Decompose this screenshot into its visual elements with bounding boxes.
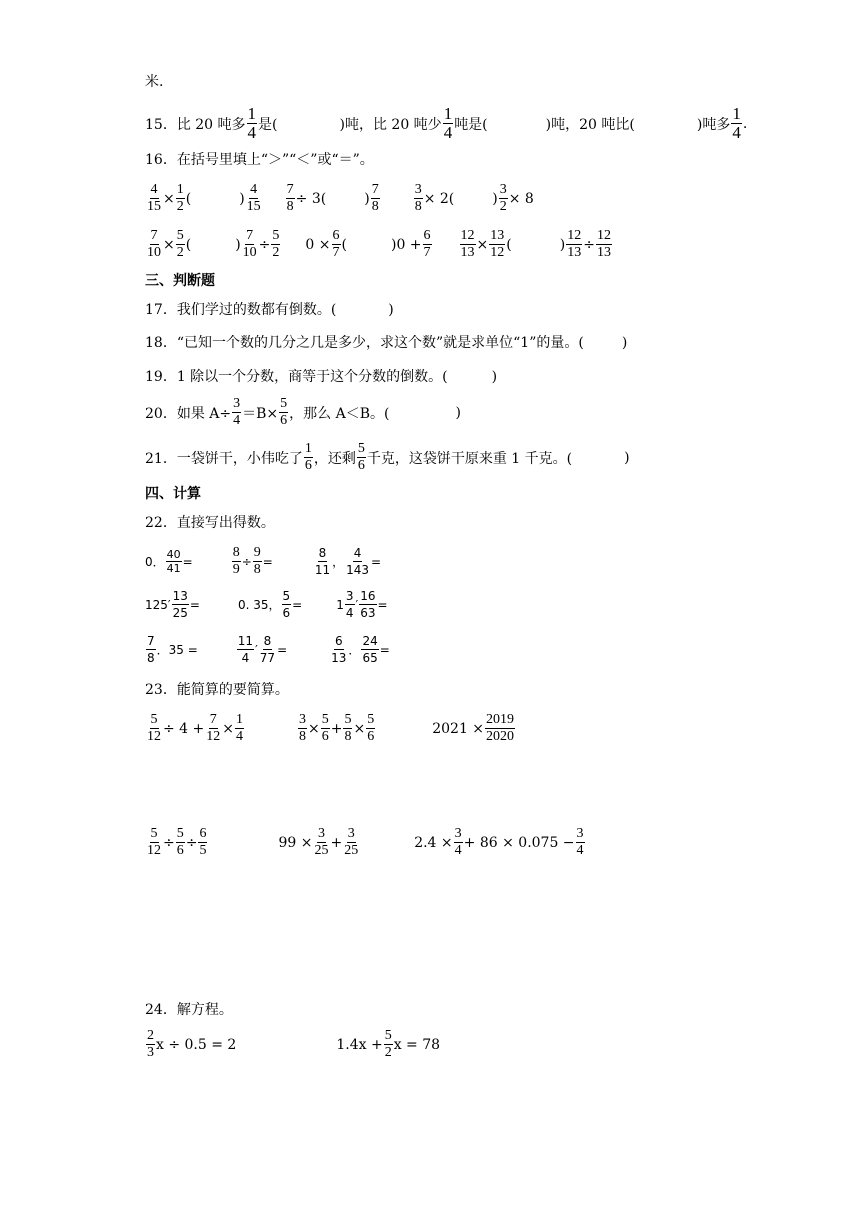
text-segment: + [330, 720, 343, 737]
fraction-denominator: 13 [596, 245, 611, 260]
text-segment: ( [341, 236, 347, 253]
fraction-denominator: 11 [314, 563, 331, 577]
fraction-numerator: 5 [280, 396, 288, 411]
text-segment: 0 + [396, 236, 422, 253]
fraction-denominator: 65 [362, 651, 378, 665]
fraction-numerator: 2019 [486, 712, 515, 727]
text-segment: )吨，20 吨比( [545, 116, 635, 133]
fraction-numerator: 1 [236, 712, 244, 727]
fraction-numerator: 40 [166, 548, 181, 561]
fraction-numerator: 1 [732, 104, 741, 123]
fraction [357, 441, 366, 474]
fraction-numerator: 7 [371, 182, 379, 197]
text-segment: x ÷ 0.5 = 2 [156, 1036, 237, 1053]
fraction-numerator: 12 [596, 228, 611, 243]
fraction-denominator: 4 [236, 729, 244, 744]
text-segment: ÷ [163, 834, 175, 851]
question-23-row-2 [145, 826, 586, 859]
fraction-denominator: 77 [259, 651, 276, 665]
fraction [146, 1028, 155, 1061]
fraction-numerator: 5 [367, 712, 375, 727]
text-segment: = [182, 554, 193, 569]
question-22-row-1 [145, 545, 381, 578]
text-segment: ÷ 3 [295, 190, 321, 207]
text-segment: 1.4x + [336, 1036, 383, 1053]
text-segment: ÷ [583, 236, 595, 253]
fraction [489, 228, 505, 261]
fraction-denominator: 12 [490, 245, 505, 260]
fraction-numerator: 7 [246, 228, 254, 243]
text-segment: ) [621, 335, 628, 351]
question-22-row-3 [145, 633, 390, 666]
text-segment: ) [239, 190, 245, 207]
text-segment: ． [348, 643, 361, 657]
text-segment: 99 × [278, 834, 313, 851]
text-segment: = [189, 597, 200, 612]
fraction [566, 228, 582, 261]
fraction [146, 712, 162, 745]
fraction-numerator: 3 [499, 182, 507, 197]
fraction-numerator: 7 [147, 634, 155, 648]
text-segment: × 8 [508, 190, 534, 207]
fraction-numerator: 12 [460, 228, 475, 243]
fraction [166, 548, 182, 575]
fraction [176, 182, 185, 215]
text-segment: ， [332, 555, 345, 569]
fraction-numerator: 1 [247, 104, 257, 123]
fraction-numerator: 9 [253, 545, 261, 560]
fraction-denominator: 12 [147, 843, 161, 858]
fraction-numerator: 5 [321, 712, 329, 727]
fraction [384, 1028, 393, 1061]
fraction [172, 588, 189, 621]
fraction-numerator: 5 [150, 826, 158, 841]
text-segment: × [163, 236, 175, 253]
fraction-denominator: 4 [241, 651, 250, 665]
fraction [146, 633, 156, 666]
text-segment: 千克，这袋饼干原来重 1 千克。( [366, 450, 573, 467]
fraction [371, 182, 380, 215]
fraction [205, 712, 221, 745]
text-segment: ( [448, 190, 455, 207]
fraction-denominator: 143 [346, 563, 370, 577]
fraction-numerator: 6 [334, 634, 343, 648]
text-segment: 2021 × [432, 720, 485, 737]
fraction-denominator: 7 [332, 245, 340, 260]
question-19 [145, 367, 497, 387]
text-segment: × 2 [423, 190, 449, 207]
fraction-denominator: 63 [360, 606, 376, 620]
text-segment: 0 × [305, 236, 331, 253]
text-segment: 19．1 除以一个分数，商等于这个分数的倒数。( [145, 369, 448, 385]
fraction-denominator: 2 [176, 245, 184, 260]
text-segment: = [292, 597, 303, 612]
fraction-denominator: 12 [206, 729, 221, 744]
fraction-denominator: 2 [272, 245, 280, 260]
fraction-numerator: 1 [443, 104, 453, 123]
text-segment: ′ [355, 597, 359, 612]
text-segment: × [163, 190, 175, 207]
fraction [279, 396, 288, 429]
text-segment: ( [185, 190, 192, 207]
text-segment: 18．“已知一个数的几分之几是多少，求这个数”就是求单位“1”的量。( [145, 335, 584, 351]
text-segment: + 86 × 0.075 − [463, 834, 575, 851]
fraction [321, 712, 330, 745]
question-15 [145, 105, 747, 142]
text-segment: ，还剩 [313, 450, 356, 467]
fraction [366, 712, 375, 745]
fraction [345, 545, 370, 578]
text-segment: = [371, 554, 382, 569]
text-segment: ．35 = [156, 643, 198, 657]
fraction-denominator: 9 [232, 562, 240, 577]
fraction-denominator: 13 [567, 245, 582, 260]
fraction-denominator: 6 [176, 843, 184, 858]
text-segment: ÷ [185, 834, 198, 851]
fraction [271, 228, 280, 261]
fraction-denominator: 6 [280, 413, 288, 428]
text-segment: = [277, 642, 288, 657]
fraction-numerator: 5 [357, 441, 365, 456]
fraction [454, 826, 463, 859]
fraction-numerator: 6 [199, 826, 207, 841]
fraction [282, 588, 292, 621]
fraction-denominator: 8 [344, 729, 352, 744]
fraction [259, 633, 276, 666]
text-segment: × [353, 720, 366, 737]
fraction [232, 396, 241, 429]
section-heading-calculation: 四、计算 [145, 486, 201, 502]
fraction [253, 545, 262, 578]
fraction [176, 228, 185, 261]
fraction [731, 105, 742, 142]
fraction [232, 545, 241, 578]
fraction [313, 826, 329, 859]
fraction-numerator: 3 [299, 712, 307, 727]
fraction-denominator: 6 [321, 729, 329, 744]
text-segment: × [476, 236, 489, 253]
fraction-denominator: 4 [454, 843, 462, 858]
fraction-numerator: 3 [345, 589, 354, 603]
fraction [198, 826, 207, 859]
fraction-denominator: 6 [367, 729, 375, 744]
question-17 [145, 300, 394, 320]
fraction-denominator: 4 [345, 606, 354, 620]
fraction-numerator: 3 [414, 182, 422, 197]
text-segment: ，那么 A＜B。( [289, 405, 390, 422]
fraction-denominator: 13 [460, 245, 475, 260]
text-segment: 17．我们学过的数都有倒数。( [145, 302, 337, 318]
fraction [343, 712, 352, 745]
question-22-row-2 [145, 588, 388, 621]
question-24-title: 24．解方程。 [145, 1002, 233, 1018]
question-16-row-2 [145, 228, 613, 261]
fraction-numerator: 2 [147, 1028, 154, 1043]
fraction-numerator: 5 [384, 1028, 392, 1043]
fraction [361, 633, 378, 666]
text-segment: ÷ [241, 554, 252, 569]
fraction-denominator: 2 [176, 199, 184, 214]
fraction [443, 105, 454, 142]
text-segment: )吨多 [696, 116, 731, 133]
text-segment: ) [455, 404, 461, 421]
fraction-numerator: 3 [576, 826, 584, 841]
fraction-numerator: 7 [209, 712, 217, 727]
fraction [298, 712, 307, 745]
fraction-denominator: 8 [286, 199, 294, 214]
fraction-numerator: 5 [344, 712, 352, 727]
fraction-numerator: 5 [272, 228, 280, 243]
fraction [247, 105, 258, 142]
fraction [242, 228, 258, 261]
question-24-row [145, 1028, 440, 1061]
text-segment: )吨，比 20 吨少 [339, 116, 442, 133]
fraction-numerator: 8 [318, 546, 327, 560]
text-segment: ÷ [258, 236, 271, 253]
fraction-denominator: 4 [732, 123, 741, 142]
fraction-denominator: 8 [414, 199, 422, 214]
text-segment: ( [185, 236, 192, 253]
fraction-numerator: 3 [317, 826, 325, 841]
fraction-numerator: 3 [454, 826, 462, 841]
text-segment: × [308, 720, 320, 737]
fraction-numerator: 13 [490, 228, 505, 243]
text-segment: x = 78 [393, 1036, 441, 1053]
fraction-numerator: 3 [347, 826, 355, 841]
fraction-numerator: 5 [282, 589, 291, 603]
fraction [146, 228, 162, 261]
fraction-numerator: 7 [286, 182, 294, 197]
text-segment: ÷ 4 + [163, 720, 205, 737]
fraction-denominator: 7 [423, 245, 431, 260]
fraction [359, 588, 376, 621]
fraction-denominator: 8 [253, 562, 261, 577]
fraction-denominator: 13 [331, 651, 347, 665]
text-segment: ) [492, 190, 498, 207]
text-segment: . [742, 115, 748, 132]
fraction [286, 182, 295, 215]
fraction-denominator: 4 [576, 843, 584, 858]
fraction-numerator: 4 [150, 182, 158, 197]
fraction-denominator: 25 [344, 843, 359, 858]
fraction-numerator: 1 [304, 441, 312, 456]
text-segment: ＝B× [242, 405, 279, 422]
text-segment: ( [320, 190, 327, 207]
question-23-title: 23．能简算的要简算。 [145, 682, 289, 698]
fraction [343, 826, 359, 859]
fraction-denominator: 5 [199, 843, 207, 858]
fraction-denominator: 4 [247, 123, 257, 142]
fraction [485, 712, 515, 745]
text-segment: 21．一袋饼干，小伟吃了 [145, 450, 303, 467]
fraction-numerator: 5 [176, 228, 184, 243]
text-segment: ) [559, 236, 566, 253]
text-segment: 125′ [145, 597, 171, 612]
text-segment: 1 [336, 597, 344, 612]
fraction [146, 182, 162, 215]
fraction-denominator: 8 [371, 199, 379, 214]
fraction-numerator: 7 [150, 228, 158, 243]
fraction-denominator: 4 [233, 413, 241, 428]
fraction-denominator: 6 [304, 458, 312, 473]
fraction [332, 228, 341, 261]
text-segment: ) [624, 449, 630, 466]
fraction-numerator: 5 [176, 826, 184, 841]
fraction-denominator: 15 [246, 199, 261, 214]
text-segment: ) [388, 302, 394, 318]
text-segment: ) [364, 190, 370, 207]
text-segment: = [377, 597, 388, 612]
text-segment: ) [390, 236, 397, 253]
question-16-row-1 [145, 182, 534, 215]
text-segment: = [379, 642, 390, 657]
fraction [246, 182, 262, 215]
question-20 [145, 396, 461, 429]
fraction-numerator: 8 [263, 634, 272, 648]
text-segment: ) [491, 369, 498, 385]
fraction [330, 633, 347, 666]
text-segment: ′ [255, 642, 258, 657]
fraction-numerator: 24 [362, 634, 378, 648]
text-segment: 2.4 × [414, 834, 453, 851]
text-segment: 吨是( [454, 116, 488, 133]
fraction-numerator: 16 [360, 589, 376, 603]
fraction [596, 228, 612, 261]
question-18 [145, 333, 627, 353]
fraction-denominator: 2 [384, 1045, 392, 1060]
fraction-denominator: 8 [147, 651, 155, 665]
fraction-denominator: 10 [242, 245, 257, 260]
fraction-numerator: 12 [567, 228, 582, 243]
text-segment: 是( [258, 116, 278, 133]
text-segment: + [330, 834, 343, 851]
fraction-denominator: 2 [499, 199, 507, 214]
fraction [423, 228, 432, 261]
fraction [314, 545, 331, 578]
fraction-numerator: 3 [233, 396, 241, 411]
fraction-denominator: 41 [166, 562, 181, 575]
fraction-denominator: 2020 [486, 729, 515, 744]
fraction [576, 826, 585, 859]
fraction-denominator: 25 [172, 606, 188, 620]
fraction-numerator: 11 [237, 634, 254, 648]
fraction-numerator: 1 [176, 182, 184, 197]
question-22-title: 22．直接写出得数。 [145, 515, 275, 531]
text-segment: × [222, 720, 235, 737]
fraction-numerator: 5 [150, 712, 158, 727]
fraction-denominator: 10 [147, 245, 161, 260]
fraction-denominator: 3 [147, 1045, 154, 1060]
fraction [460, 228, 476, 261]
fraction [304, 441, 313, 474]
text-segment: 15．比 20 吨多 [145, 116, 246, 133]
fraction-numerator: 6 [332, 228, 340, 243]
top-fragment: 米. [145, 74, 164, 90]
section-heading-judgment: 三、判断题 [145, 273, 215, 289]
fraction [146, 826, 162, 859]
question-21 [145, 441, 630, 474]
question-23-row-1 [145, 712, 516, 745]
text-segment: = [262, 554, 273, 569]
fraction-numerator: 4 [250, 182, 258, 197]
fraction-denominator: 15 [147, 199, 161, 214]
fraction-denominator: 4 [443, 123, 453, 142]
fraction-denominator: 6 [357, 458, 365, 473]
fraction-denominator: 8 [299, 729, 307, 744]
text-segment: 20．如果 A÷ [145, 405, 232, 422]
fraction [345, 588, 355, 621]
fraction-numerator: 13 [172, 589, 188, 603]
fraction-denominator: 25 [314, 843, 329, 858]
fraction [414, 182, 423, 215]
fraction [235, 712, 244, 745]
fraction [176, 826, 185, 859]
fraction-numerator: 8 [232, 545, 240, 560]
fraction-numerator: 4 [353, 546, 362, 560]
text-segment: ) [235, 236, 241, 253]
fraction [499, 182, 508, 215]
text-segment: ( [506, 236, 512, 253]
fraction-denominator: 6 [282, 606, 291, 620]
fraction-denominator: 12 [147, 729, 161, 744]
fraction-numerator: 6 [423, 228, 431, 243]
fraction [237, 633, 254, 666]
text-segment: 0. 35， [237, 598, 281, 612]
text-segment: 0． [145, 555, 165, 569]
question-16-title: 16．在括号里填上“＞”“＜”或“＝”。 [145, 152, 374, 168]
